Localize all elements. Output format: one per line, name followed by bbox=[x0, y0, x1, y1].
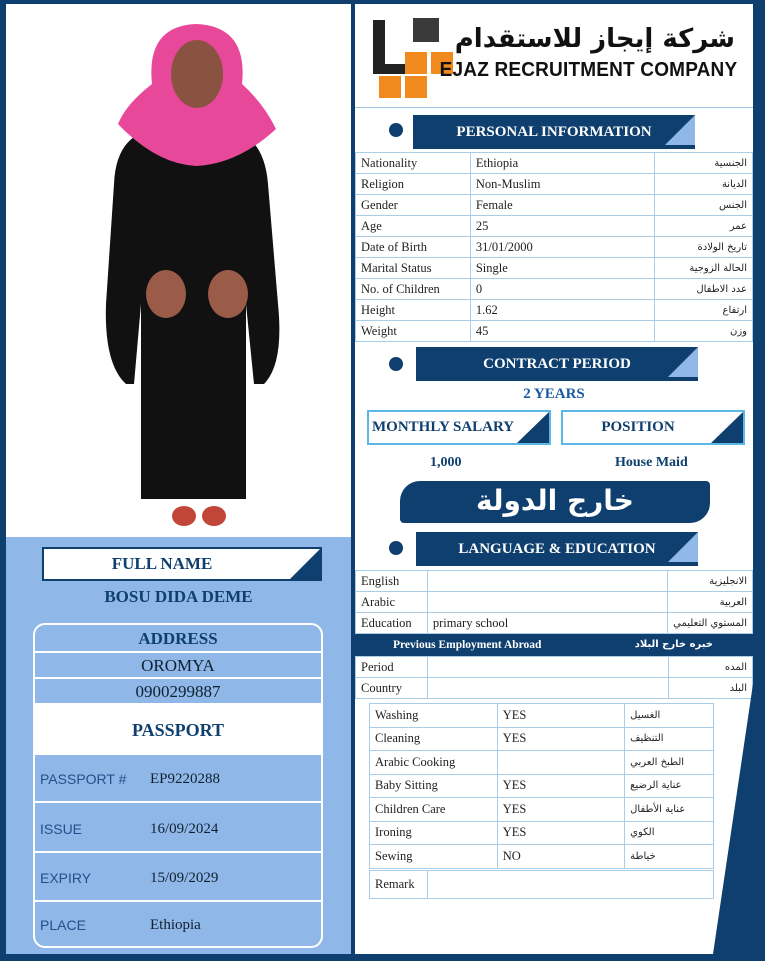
row-label-arabic: الحالة الزوجية bbox=[655, 258, 753, 279]
skill-label: Sewing bbox=[370, 845, 498, 869]
skill-label-arabic: خياطة bbox=[625, 845, 714, 869]
full-name-value: BOSU DIDA DEME bbox=[104, 587, 253, 606]
full-name-header bbox=[42, 547, 322, 581]
table-row bbox=[356, 153, 753, 174]
bullet-dot bbox=[389, 357, 403, 371]
table-row bbox=[370, 845, 714, 869]
address-passport-card bbox=[33, 623, 323, 948]
row-value bbox=[427, 571, 667, 592]
remark-value bbox=[427, 871, 713, 899]
company-name-english: EJAZ RECRUITMENT COMPANY bbox=[439, 59, 737, 81]
row-value: Female bbox=[470, 195, 654, 216]
row-label: Arabic bbox=[356, 592, 428, 613]
table-row bbox=[356, 592, 753, 613]
row-value: 45 bbox=[470, 321, 654, 342]
contract-period-header bbox=[416, 347, 698, 381]
row-label: Age bbox=[356, 216, 471, 237]
table-row bbox=[356, 657, 753, 678]
table-row bbox=[356, 216, 753, 237]
row-value: 31/01/2000 bbox=[470, 237, 654, 258]
skill-label: Ironing bbox=[370, 821, 498, 845]
row-label-arabic: الانجليزية bbox=[668, 571, 753, 592]
passport-header: PASSPORT bbox=[35, 705, 321, 755]
row-label: Marital Status bbox=[356, 258, 471, 279]
row-label-arabic: الديانة bbox=[655, 174, 753, 195]
row-label-arabic: وزن bbox=[655, 321, 753, 342]
company-logo bbox=[363, 12, 458, 102]
passport-row-value: 16/09/2024 bbox=[150, 821, 219, 837]
company-name-arabic: شركة إيجاز للاستقدام bbox=[454, 24, 735, 54]
table-row bbox=[356, 300, 753, 321]
row-label-arabic: عمر bbox=[655, 216, 753, 237]
bullet-dot bbox=[389, 123, 403, 137]
language-education-title: LANGUAGE & EDUCATION bbox=[458, 541, 656, 557]
corner-decoration bbox=[517, 412, 549, 443]
passport-row bbox=[35, 901, 321, 948]
candidate-figure bbox=[6, 4, 351, 537]
skill-label-arabic: الغسيل bbox=[625, 704, 714, 728]
row-label: Period bbox=[356, 657, 428, 678]
row-value: Ethiopia bbox=[470, 153, 654, 174]
passport-row-value: EP9220288 bbox=[150, 771, 221, 787]
table-row bbox=[370, 727, 714, 751]
skills-table bbox=[369, 703, 714, 869]
full-name-label: FULL NAME bbox=[111, 554, 213, 573]
row-label: English bbox=[356, 571, 428, 592]
skill-value: YES bbox=[497, 774, 624, 798]
skill-label-arabic: الطبخ العربي bbox=[625, 751, 714, 775]
skill-label: Arabic Cooking bbox=[370, 751, 498, 775]
row-label-arabic: المده bbox=[669, 657, 753, 678]
passport-row bbox=[35, 755, 321, 803]
row-label: No. of Children bbox=[356, 279, 471, 300]
corner-decoration bbox=[668, 532, 698, 562]
row-label-arabic: تاريخ الولادة bbox=[655, 237, 753, 258]
row-value bbox=[427, 657, 668, 678]
skill-label: Cleaning bbox=[370, 727, 498, 751]
row-value: Single bbox=[470, 258, 654, 279]
passport-row-label: EXPIRY bbox=[40, 870, 92, 886]
corner-decoration bbox=[713, 684, 753, 954]
table-row bbox=[356, 279, 753, 300]
row-label: Height bbox=[356, 300, 471, 321]
skill-value: YES bbox=[497, 821, 624, 845]
language-table bbox=[355, 570, 753, 634]
row-label-arabic: المستوي التعليمي bbox=[668, 613, 753, 634]
row-value: 0 bbox=[470, 279, 654, 300]
table-row bbox=[356, 237, 753, 258]
left-info-panel bbox=[6, 537, 351, 954]
contract-period-title: CONTRACT PERIOD bbox=[483, 356, 631, 372]
company-header bbox=[355, 4, 753, 108]
skill-label: Baby Sitting bbox=[370, 774, 498, 798]
right-column bbox=[355, 4, 753, 954]
skill-value: YES bbox=[497, 727, 624, 751]
row-value: 25 bbox=[470, 216, 654, 237]
bullet-dot bbox=[389, 541, 403, 555]
table-row bbox=[356, 571, 753, 592]
row-value: 1.62 bbox=[470, 300, 654, 321]
row-label-arabic: ارتفاع bbox=[655, 300, 753, 321]
row-value: Non-Muslim bbox=[470, 174, 654, 195]
skill-label-arabic: عناية الرضيع bbox=[625, 774, 714, 798]
personal-info-header bbox=[413, 115, 695, 149]
passport-row bbox=[35, 805, 321, 853]
skill-value: YES bbox=[497, 798, 624, 822]
row-label: Religion bbox=[356, 174, 471, 195]
personal-info-table bbox=[355, 152, 753, 342]
passport-row-label: PLACE bbox=[40, 917, 86, 933]
position-header bbox=[561, 410, 745, 445]
corner-decoration bbox=[668, 347, 698, 377]
row-label-arabic: الجنسية bbox=[655, 153, 753, 174]
skill-label: Washing bbox=[370, 704, 498, 728]
row-label: Gender bbox=[356, 195, 471, 216]
row-label-arabic: الجنس bbox=[655, 195, 753, 216]
table-row bbox=[356, 195, 753, 216]
phone-number: 0900299887 bbox=[35, 679, 321, 705]
passport-row bbox=[35, 854, 321, 902]
address-region: OROMYA bbox=[35, 653, 321, 679]
corner-decoration bbox=[711, 412, 743, 443]
row-label-arabic: العربية bbox=[668, 592, 753, 613]
remark-label: Remark bbox=[370, 871, 428, 899]
row-value bbox=[427, 592, 667, 613]
remark-table bbox=[369, 870, 714, 899]
corner-decoration bbox=[290, 549, 320, 579]
table-row bbox=[370, 774, 714, 798]
table-row bbox=[370, 871, 714, 899]
table-row bbox=[356, 258, 753, 279]
row-value: primary school bbox=[427, 613, 667, 634]
table-row bbox=[356, 321, 753, 342]
skill-value: NO bbox=[497, 845, 624, 869]
address-label: ADDRESS bbox=[35, 625, 321, 653]
skill-label: Children Care bbox=[370, 798, 498, 822]
previous-employment-table bbox=[355, 656, 753, 699]
row-label: Education bbox=[356, 613, 428, 634]
monthly-salary-label: MONTHLY SALARY bbox=[372, 419, 515, 435]
table-row bbox=[370, 821, 714, 845]
table-row bbox=[370, 751, 714, 775]
position-label: POSITION bbox=[601, 419, 675, 435]
previous-employment-title-arabic: خبره خارج البلاد bbox=[634, 639, 713, 650]
skill-label-arabic: عناية الأطفال bbox=[625, 798, 714, 822]
row-value bbox=[427, 678, 668, 699]
row-label: Nationality bbox=[356, 153, 471, 174]
position-value: House Maid bbox=[615, 455, 688, 470]
table-row bbox=[356, 678, 753, 699]
corner-decoration bbox=[665, 115, 695, 145]
left-column bbox=[6, 4, 351, 954]
previous-employment-header bbox=[355, 634, 753, 656]
table-row bbox=[370, 798, 714, 822]
personal-info-title: PERSONAL INFORMATION bbox=[456, 124, 652, 140]
monthly-salary-value: 1,000 bbox=[430, 455, 462, 470]
language-education-header bbox=[416, 532, 698, 566]
previous-employment-title: Previous Employment Abroad bbox=[393, 639, 542, 651]
table-row bbox=[370, 704, 714, 728]
table-row bbox=[356, 174, 753, 195]
row-label-arabic: عدد الاطفال bbox=[655, 279, 753, 300]
passport-row-label: PASSPORT # bbox=[40, 771, 127, 787]
contract-period-value: 2 YEARS bbox=[523, 386, 585, 402]
row-label: Country bbox=[356, 678, 428, 699]
skill-value: YES bbox=[497, 704, 624, 728]
skill-value bbox=[497, 751, 624, 775]
abroad-badge: خارج الدولة bbox=[400, 481, 710, 523]
table-row bbox=[356, 613, 753, 634]
monthly-salary-header bbox=[367, 410, 551, 445]
passport-row-label: ISSUE bbox=[40, 821, 83, 837]
skill-label-arabic: الكوي bbox=[625, 821, 714, 845]
candidate-photo bbox=[6, 4, 351, 537]
passport-row-value: 15/09/2029 bbox=[150, 870, 219, 886]
row-label: Date of Birth bbox=[356, 237, 471, 258]
row-label: Weight bbox=[356, 321, 471, 342]
row-label-arabic: البلد bbox=[669, 678, 753, 699]
skill-label-arabic: التنظيف bbox=[625, 727, 714, 751]
passport-row-value: Ethiopia bbox=[150, 917, 201, 933]
